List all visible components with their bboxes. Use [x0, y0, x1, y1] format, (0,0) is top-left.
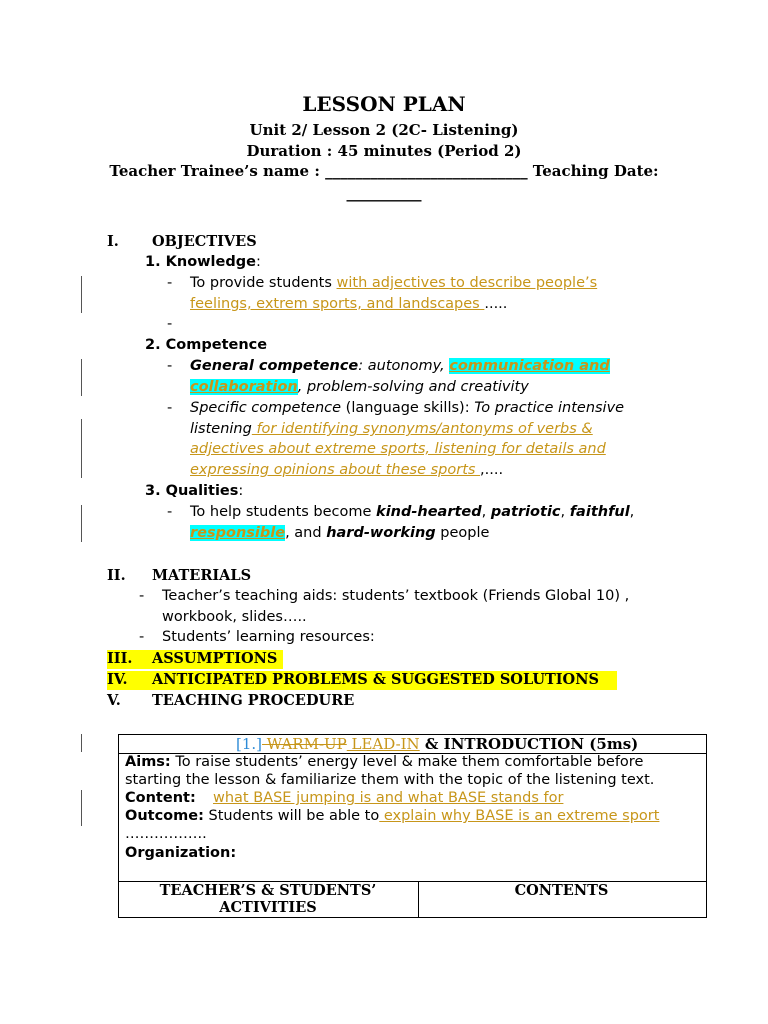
- general-competence-line-2: collaboration, problem-solving and creativity: [190, 379, 529, 395]
- specific-competence-line-3: adjectives about extreme sports, listening for details and: [190, 441, 606, 457]
- knowledge-heading: 1. Knowledge:: [145, 254, 261, 270]
- change-bar: [81, 276, 82, 313]
- specific-competence-line-2: listening for identifying synonyms/antonyms of verbs &: [190, 421, 593, 437]
- competence-heading: 2. Competence: [145, 337, 268, 353]
- qualities-line-2: responsible, and hard-working people: [190, 525, 490, 541]
- qualities-heading: 3. Qualities:: [145, 483, 244, 499]
- change-bar: [81, 359, 82, 396]
- specific-competence-line-4: expressing opinions about these sports ,....: [190, 462, 504, 478]
- change-bar: [81, 419, 82, 478]
- bullet-dash: -: [167, 316, 173, 332]
- problems-row: IV. ANTICIPATED PROBLEMS & SUGGESTED SOLUTIONS: [107, 671, 617, 690]
- unit-line: Unit 2/ Lesson 2 (2C- Listening): [249, 121, 519, 139]
- knowledge-line-2: feelings, extrem sports, and landscapes .....: [190, 296, 508, 312]
- section-title: MATERIALS: [152, 567, 252, 584]
- outcome-line: Outcome: Students will be able to explain why BASE is an extreme sport: [125, 808, 660, 824]
- section-title: TEACHING PROCEDURE: [152, 692, 355, 709]
- bullet-dash: -: [139, 629, 145, 645]
- materials-item-2: Students’ learning resources:: [162, 629, 375, 645]
- bullet-dash: -: [167, 358, 173, 374]
- outcome-dots: ……………..: [125, 826, 207, 842]
- section-title: OBJECTIVES: [152, 233, 257, 250]
- column-header-activities: TEACHER’S & STUDENTS’: [159, 882, 377, 899]
- column-header-contents: CONTENTS: [514, 882, 609, 899]
- bullet-dash: -: [167, 275, 173, 291]
- duration-line: Duration : 45 minutes (Period 2): [246, 142, 522, 160]
- general-competence-line-1: General competence: autonomy, communication and: [190, 358, 610, 374]
- change-bar: [81, 734, 82, 752]
- organization-label: Organization:: [125, 845, 237, 861]
- change-bar: [81, 790, 82, 826]
- materials-item-1-cont: workbook, slides…..: [162, 609, 307, 625]
- content-value: what BASE jumping is and what BASE stands for: [213, 790, 564, 806]
- qualities-line-1: To help students become kind-hearted, patriotic, faithful,: [190, 504, 635, 520]
- knowledge-line-1: To provide students with adjectives to describe people’s: [190, 275, 598, 291]
- content-line: Content:: [125, 790, 196, 806]
- section-num: V.: [107, 692, 121, 709]
- stage-heading: [1.] WARM-UP LEAD-IN & INTRODUCTION (5ms): [236, 735, 639, 753]
- page-title: LESSON PLAN: [302, 92, 466, 116]
- specific-competence-line-1: Specific competence (language skills): To practice intensive: [190, 400, 625, 416]
- aims-line-2: starting the lesson & familiarize them with the topic of the listening text.: [125, 772, 655, 788]
- date-blank: __________: [346, 184, 422, 202]
- section-num: I.: [107, 233, 119, 250]
- materials-item-1: Teacher’s teaching aids: students’ textbook (Friends Global 10) ,: [162, 588, 630, 604]
- section-num: II.: [107, 567, 126, 584]
- bullet-dash: -: [167, 504, 173, 520]
- aims-line-1: Aims: To raise students’ energy level & make them comfortable before: [125, 754, 644, 770]
- bullet-dash: -: [167, 400, 173, 416]
- column-header-activities-cont: ACTIVITIES: [219, 899, 317, 916]
- trainee-line: Teacher Trainee’s name : ___________________________ Teaching Date:: [109, 162, 659, 180]
- bullet-dash: -: [139, 588, 145, 604]
- change-bar: [81, 505, 82, 542]
- assumptions-row: III. ASSUMPTIONS: [107, 650, 283, 669]
